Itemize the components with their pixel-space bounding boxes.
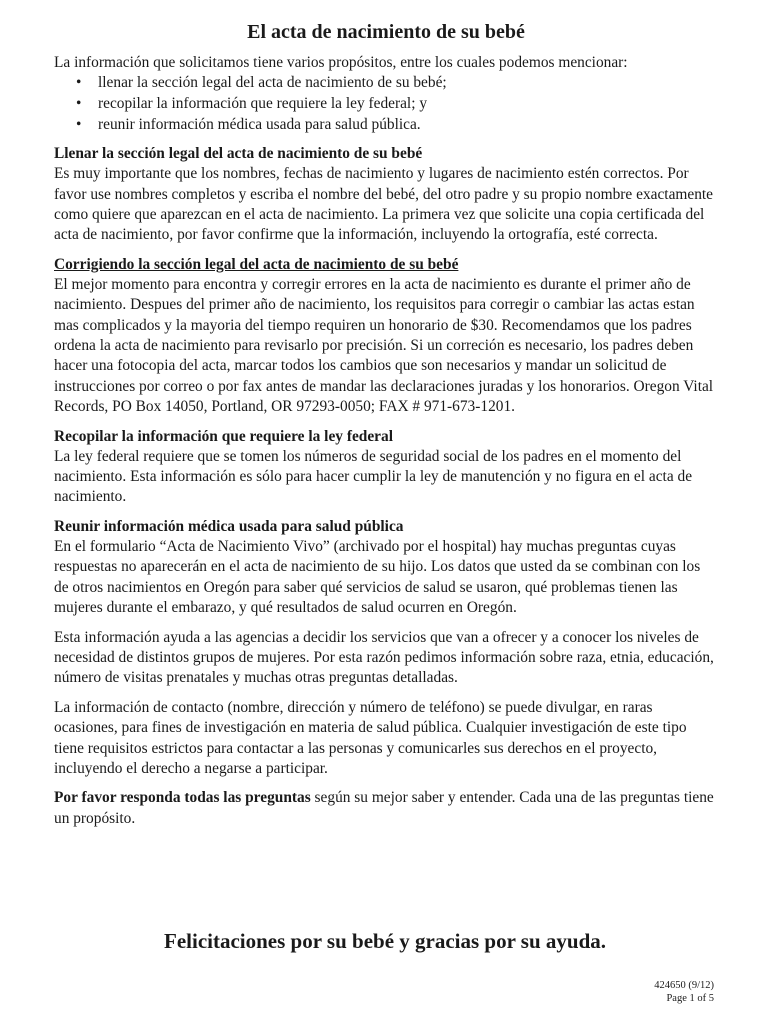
bullet-icon: • — [76, 74, 82, 92]
section-fill-legal — [54, 144, 718, 246]
bullet-icon: • — [76, 95, 82, 112]
final-paragraph — [54, 788, 718, 829]
section-public-health — [54, 517, 718, 619]
page-number: Page 1 of 5 — [666, 993, 714, 1004]
page-footer — [654, 979, 714, 1005]
list-item: • recopilar la información que requiere la ley federal; y — [54, 94, 718, 115]
bullet-icon: • — [76, 115, 82, 133]
section-heading: Corrigiendo la sección legal del acta de nacimiento de su bebé — [54, 255, 459, 273]
list-item: • llenar la sección legal del acta de nacimiento de su bebé; — [54, 73, 718, 94]
contact-paragraph: La información de contacto (nombre, dirección y número de teléfono) se puede divulgar, en raras ocasiones, para fines de investigación en materia de salud pública. Cualquier investigación de este tipo tiene requisitos estrictos para contactar a las personas y comunicarles sus derechos en el proyecto, incluyendo el derecho a negarse a participar. — [54, 698, 687, 777]
section-correcting-legal — [54, 255, 718, 418]
form-number: 424650 (9/12) — [654, 980, 714, 991]
section-body: La ley federal requiere que se tomen los números de seguridad social de los padres en el momento del nacimiento. Esta información es sólo para hacer cumplir la ley de manutención y no figura en el acta de nacimiento. — [54, 447, 693, 506]
section-body: El mejor momento para encontra y corregir errores en la acta de nacimiento es durante el primer año de nacimiento. Despues del primer año de nacimiento, los requisitos para corregir o cambiar las actas estan mas complicados y la mayoria del tiempo requiren un honorario de $30. Recomendamos que los padres ordena la acta de nacimiento para revisarlo por precisión. Si un correción es necesario, los padres deben hacer una fotocopia del acta, marcar todos los cambios que son necesarios y mandar un solicitud de instrucciones por correo o por fax antes de mandar las declaraciones juradas y los honorarios. Oregon Vital Records, PO Box 14050, Portland, OR 97293-0050; FAX # 971-673-1201. — [54, 275, 714, 416]
final-paragraph-bold: Por favor responda todas las preguntas — [54, 789, 311, 807]
list-item: • reunir información médica usada para salud pública. — [54, 115, 718, 136]
section-body: En el formulario “Acta de Nacimiento Vivo” (archivado por el hospital) hay muchas preguntas cuyas respuestas no aparecerán en el acta de nacimiento de su hijo. Los datos que usted da se combinan con los de otros nacimientos en Oregón para saber qué servicios de salud se usaron, qué problemas tienen las mujeres durante el embarazo, y qué resultados de salud ocurren en Oregón. — [54, 537, 701, 617]
section-heading: Llenar la sección legal del acta de nacimiento de su bebé — [54, 145, 423, 163]
document-page — [54, 20, 718, 829]
closing-message: Felicitaciones por su bebé y gracias por su ayuda. — [164, 929, 606, 953]
final-paragraph-rest: según su mejor saber y entender. Cada una de las preguntas tiene un propósito. — [54, 789, 714, 827]
agencies-paragraph: Esta información ayuda a las agencias a decidir los servicios que van a ofrecer y a conocer los niveles de necesidad de distintos grupos de mujeres. Por esta razón pedimos información sobre raza, etnia, educación, número de visitas prenatales y muchas otras preguntas detalladas. — [54, 628, 714, 687]
section-heading: Recopilar la información que requiere la ley federal — [54, 427, 393, 445]
section-body: Es muy importante que los nombres, fechas de nacimiento y lugares de nacimiento estén correctos. Por favor use nombres completos y escriba el nombre del bebé, del otro padre y su propio nombre exactamente como quiere que aparezcan en el acta de nacimiento. La primera vez que solicite una copia certificada del acta de nacimiento, por favor confirme que la información, incluyendo la ortografía, esté correcta. — [54, 165, 714, 244]
page-title: El acta de nacimiento de su bebé — [247, 21, 525, 43]
purpose-list — [54, 73, 718, 135]
section-heading: Reunir información médica usada para salud pública — [54, 517, 404, 535]
section-federal-law — [54, 427, 718, 508]
intro-paragraph: La información que solicitamos tiene varios propósitos, entre los cuales podemos mencionar: — [54, 54, 628, 71]
